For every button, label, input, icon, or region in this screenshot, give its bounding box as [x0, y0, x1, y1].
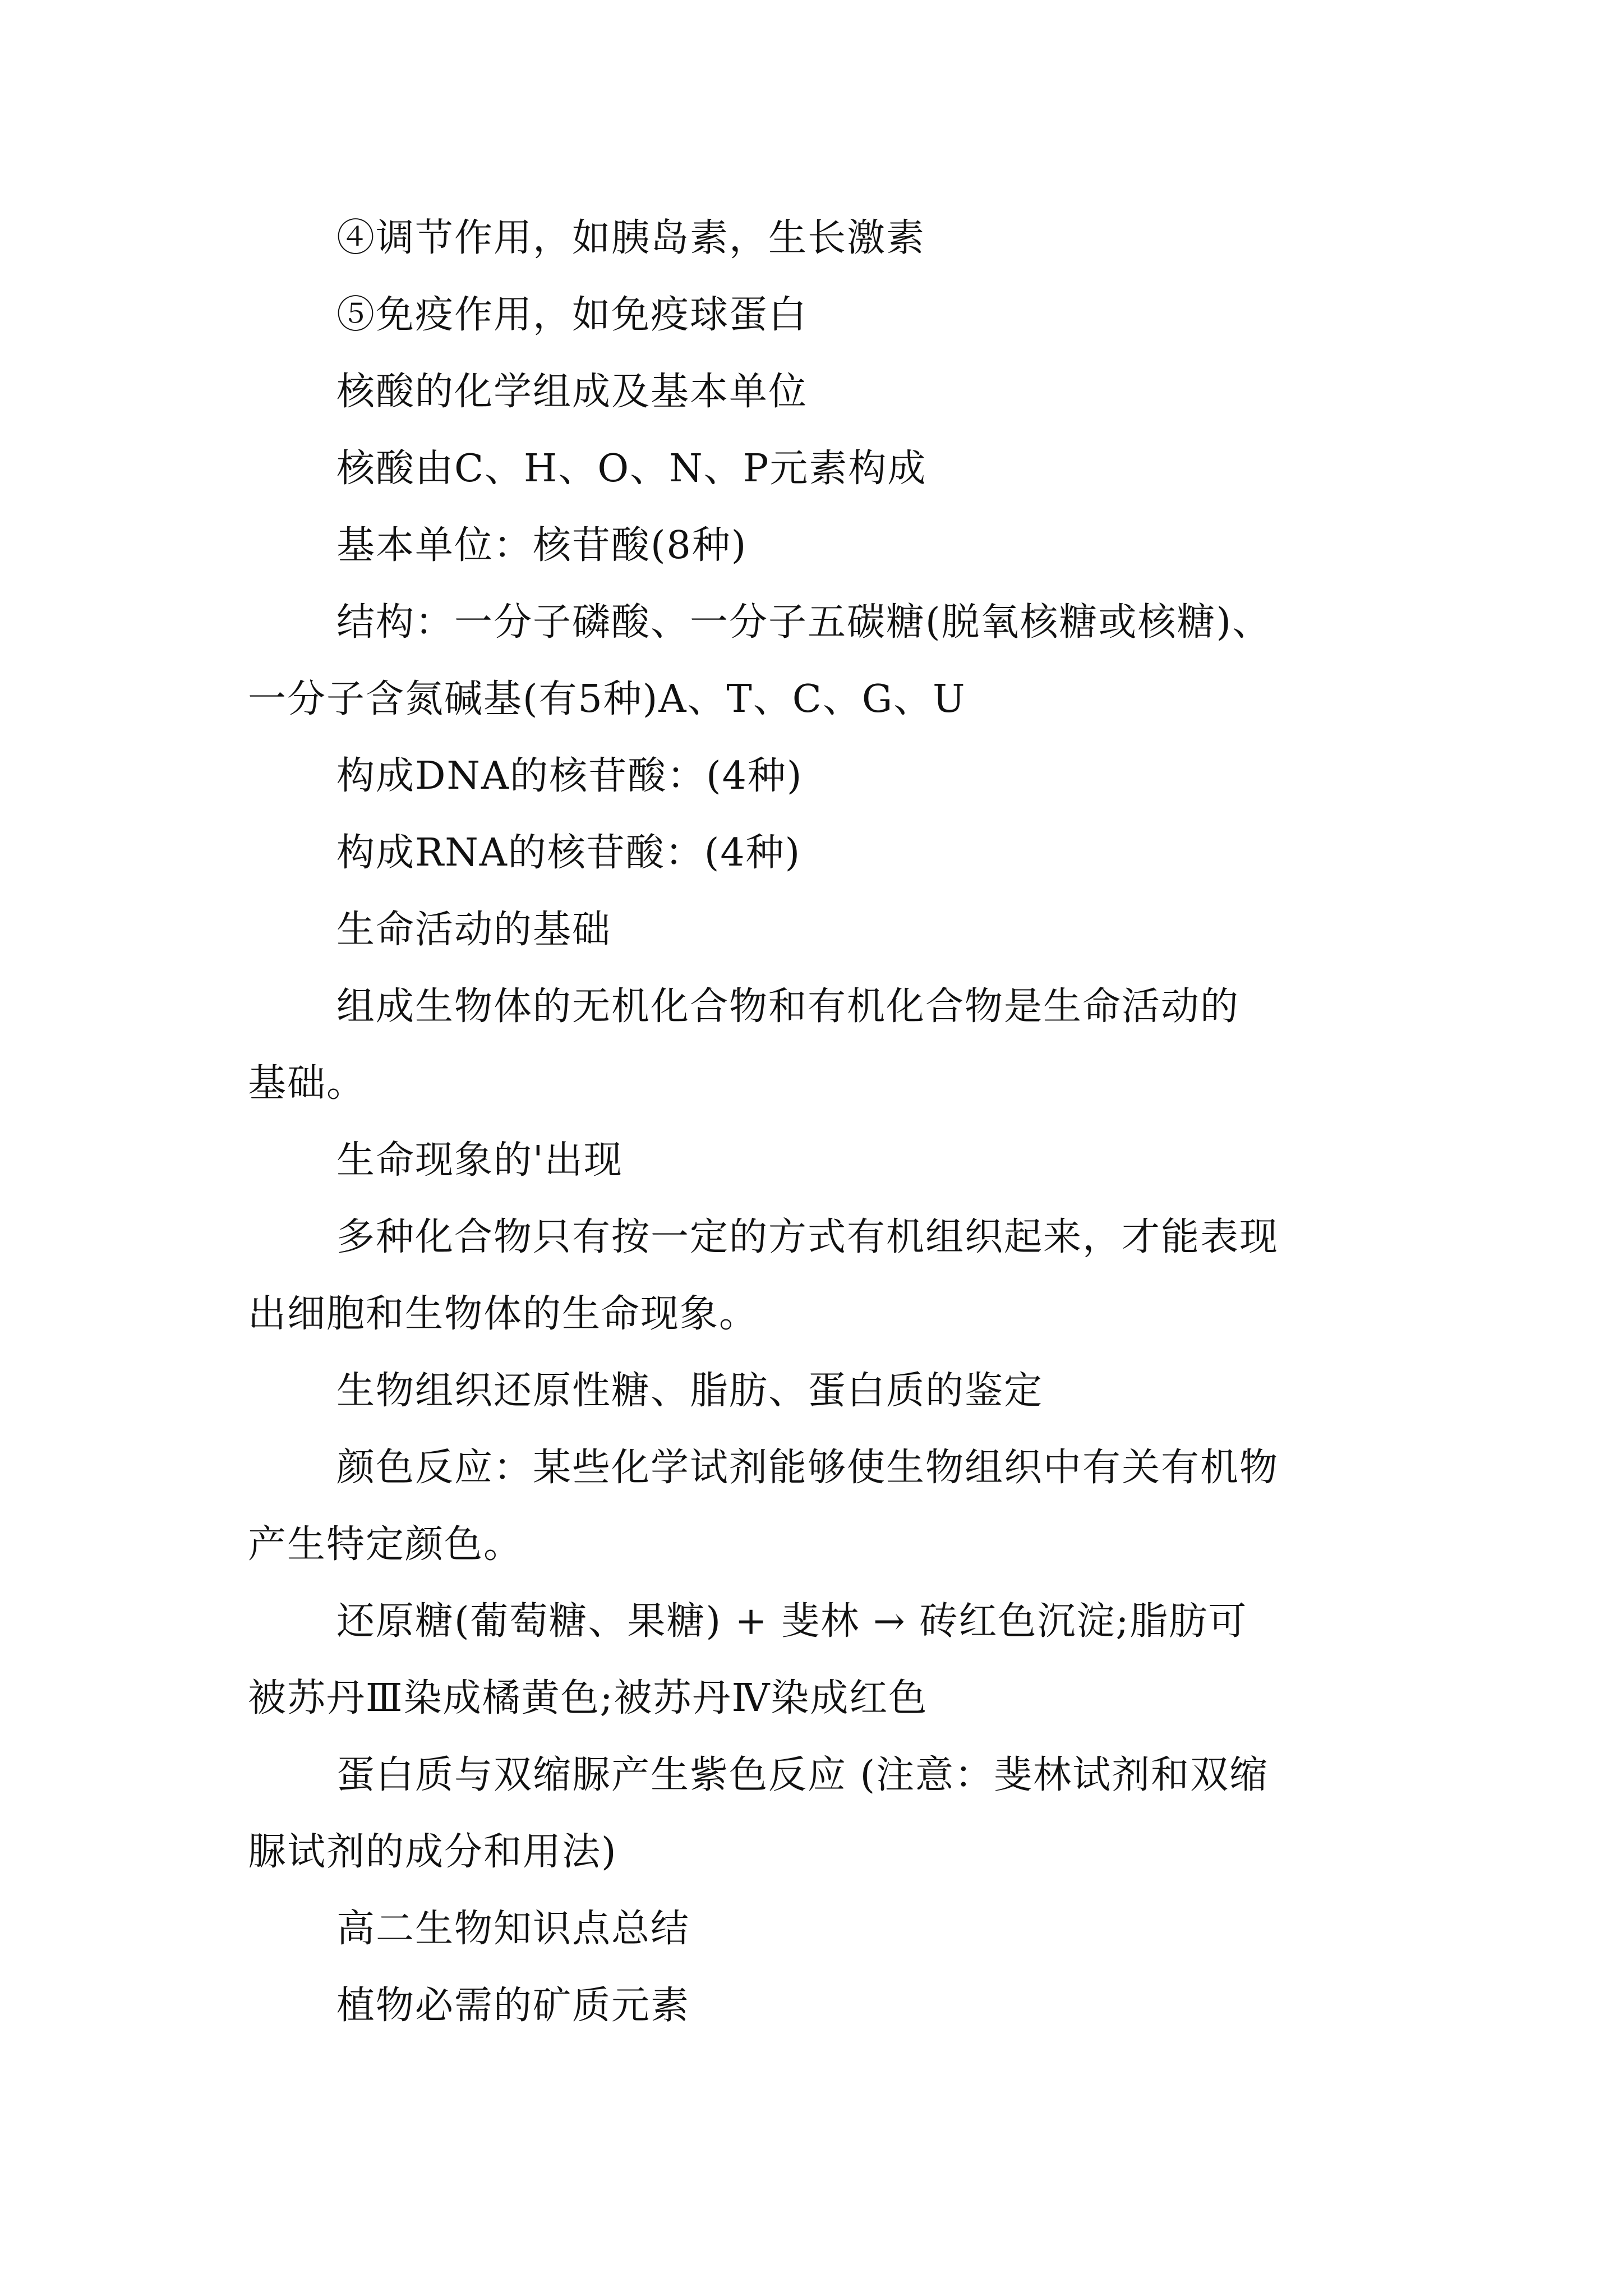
text-line: 组成生物体的无机化合物和有机化合物是生命活动的	[336, 984, 1240, 1029]
text-line: 多种化合物只有按一定的方式有机组织起来，才能表现	[336, 1215, 1279, 1259]
text-line: 脲试剂的成分和用法)	[248, 1830, 617, 1874]
text-line: 颜色反应：某些化学试剂能够使生物组织中有关有机物	[336, 1446, 1279, 1490]
text-line: 一分子含氮碱基(有5种)A、T、C、G、U	[248, 677, 966, 721]
text-line: 植物必需的矿质元素	[336, 1984, 690, 2028]
text-line: 构成DNA的核苷酸：(4种)	[336, 754, 803, 798]
text-line: 基础。	[248, 1061, 366, 1106]
text-line: 核酸由C、H、O、N、P元素构成	[336, 447, 927, 491]
text-line: 基本单位：核苷酸(8种)	[336, 523, 748, 568]
text-line: ④调节作用，如胰岛素，生长激素	[336, 216, 926, 260]
text-line: 核酸的化学组成及基本单位	[336, 370, 808, 414]
text-line: ⑤免疫作用，如免疫球蛋白	[336, 293, 808, 337]
text-line: 生命现象的'出现	[336, 1138, 623, 1182]
text-line: 被苏丹Ⅲ染成橘黄色;被苏丹Ⅳ染成红色	[248, 1676, 928, 1720]
text-line: 产生特定颜色。	[248, 1522, 523, 1567]
text-line: 生命活动的基础	[336, 908, 612, 952]
text-line: 高二生物知识点总结	[336, 1907, 690, 1951]
text-line: 结构：一分子磷酸、一分子五碳糖(脱氧核糖或核糖)、	[336, 600, 1272, 645]
text-line: 蛋白质与双缩脲产生紫色反应 (注意：斐林试剂和双缩	[336, 1753, 1269, 1797]
text-line: 出细胞和生物体的生命现象。	[248, 1292, 759, 1336]
text-line: 构成RNA的核苷酸：(4种)	[336, 831, 801, 875]
text-line: 生物组织还原性糖、脂肪、蛋白质的鉴定	[336, 1369, 1044, 1413]
text-line: 还原糖(葡萄糖、果糖) + 斐林 → 砖红色沉淀;脂肪可	[336, 1599, 1248, 1644]
